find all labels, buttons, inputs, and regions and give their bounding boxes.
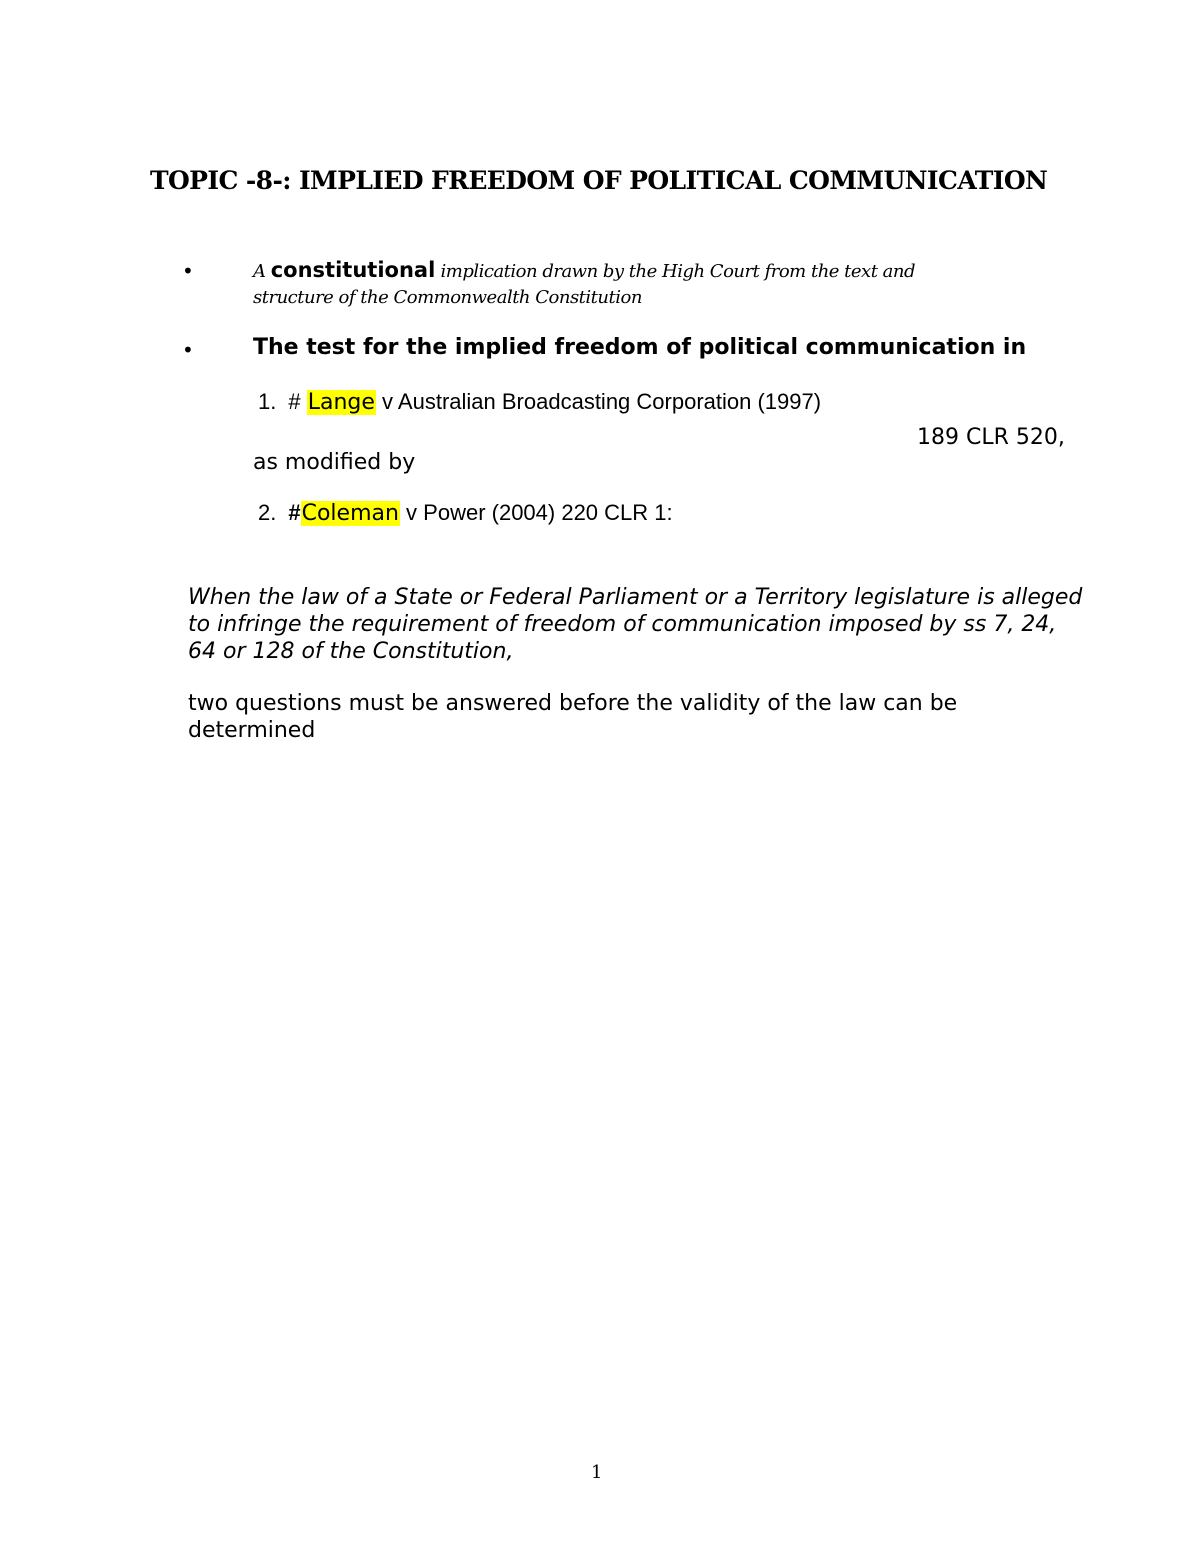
italic-paragraph: When the law of a State or Federal Parliament or a Territory legislature is alleged to infringe the requirement of freedom of communication imposed by ss 7, 24, 64 or 128 of the Constitution, <box>188 585 1083 664</box>
bullet-1-line-2: structure of the Commonwealth Constitution <box>253 287 642 308</box>
modified-by-text: as modified by <box>253 450 416 475</box>
case-1-rest: v Australian Broadcasting Corporation (1997) <box>375 389 822 414</box>
plain-paragraph: two questions must be answered before the validity of the law can be determined <box>188 691 958 743</box>
case-2-number: 2. <box>258 500 277 525</box>
bullet-1-line-1 <box>253 258 915 282</box>
case-2-hash: # <box>288 500 301 525</box>
case-2-rest: v Power (2004) 220 CLR 1: <box>399 500 673 525</box>
case-item-1 <box>258 389 821 415</box>
case-2-name-highlight: Coleman <box>301 501 399 526</box>
bullet-2-text: The test for the implied freedom of political communication in <box>253 335 1027 360</box>
case-1-number: 1. <box>258 389 277 414</box>
bullet-marker: • <box>182 259 194 283</box>
bullet-1-rest: implication drawn by the High Court from the text and <box>435 261 915 282</box>
case-item-2 <box>258 500 673 526</box>
case-1-name-highlight: Lange <box>307 390 375 415</box>
bullet-1-prefix: A <box>253 261 271 282</box>
page-title: TOPIC -8-: IMPLIED FREEDOM OF POLITICAL COMMUNICATION <box>150 166 1048 195</box>
page-number: 1 <box>591 1462 603 1483</box>
case-1-citation: 189 CLR 520, <box>917 425 1065 450</box>
bullet-1-bold-word: constitutional <box>270 258 436 282</box>
bullet-marker: • <box>182 338 194 362</box>
case-1-hash: # <box>288 389 301 414</box>
